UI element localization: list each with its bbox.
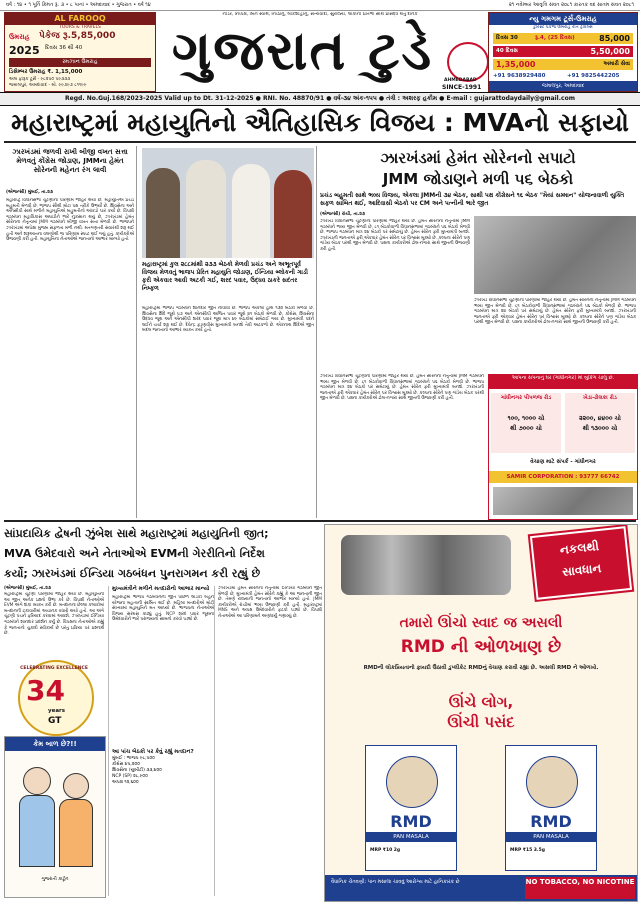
left-story-headline: ઝારખંડમાં જળવી રાખી બીજી વખત સત્તા મેળવતું કોંગ્રેસ જોડાણ, JMMના હેમંત સોરેનની મહેનત રંગ લાવી [12, 148, 128, 174]
gandhinagar-right-head: ખેડા-ઢોલકા રોડ [583, 395, 617, 401]
rmd-pack-1-brand: RMD [390, 812, 432, 831]
left-story-body: મહારાષ્ટ્ર વિધાનસભા ચૂંટણીના પરિણામ જાહેર થયા છે. મહાયુતિએ પ્રચંડ બહુમતી મેળવી છે. ભાજપ સૌથી મોટા પક્ષ તરીકે ઉભર્યો છે. શિવસેના અને એનસીપી સાથે મળીને મહાયુતિએ બહુમતીનો આંકડો પાર કર્યો છે. વિપક્ષી ગઠબંધન મહાવિકાસ અઘાડીને ભારે નુકસાન થયું છે. ઝારખંડમાં હેમંત સોરેનના નેતૃત્વમાં JMM ગઠબંધને બીજી વખત સત્તા મેળવી છે. ભાજપને ઝારખંડમાં અપેક્ષા મુજબ સફળતા મળી નથી. મતગણતરી સવારથી શરૂ થઈ હતી અને શરૂઆતના વલણોથી જ પરિણામ સ્પષ્ટ થઈ ગયું હતું. કાર્યકરોએ ઉજવણી કરી હતી. મહાયુતિના નેતાઓએ જનતાનો આભાર માન્યો હતો. [6, 198, 134, 243]
gandhinagar-left-price2: થી ૭૦૦૦ ચો [510, 425, 542, 432]
right-story-deck: પ્રચંડ બહુમતી સાથે ભવ્ય વિજય, એકલા JMMની ૩૪ બેઠક, સાથી પક્ષ કોંગ્રેસને ૧૬ બેઠક "મૈયાં સમ્માન" યોજનાવાળી યુક્તિ સફળ સાબિત થઈ, આદિવાસી બેઠકો પર CM અને પત્નીની ભારે જીત [320, 192, 625, 207]
badge-number: 34 [26, 674, 65, 707]
ad-right-address: જમાલપુર, અમદાવાદ [489, 81, 637, 91]
ad-umrah-2: પેકેજ રૂ.5,85,000 [39, 31, 116, 41]
ad-right-contact: +91 9638929480 [493, 73, 546, 79]
ad-right-row3 [493, 59, 633, 70]
cartoon-caption: ગુજરાતી કાર્ટૂન [41, 877, 69, 882]
rmd-pack-2-mrp: MRP ₹15 3.5g [510, 848, 545, 853]
headline-rule [4, 141, 636, 143]
rmd-pack-2-sub: PAN MASALA [506, 832, 596, 842]
right-story [320, 146, 636, 372]
gandhinagar-left-box [491, 393, 561, 453]
ad-year: 2025 [9, 44, 40, 57]
rmd-pack-2 [505, 745, 597, 871]
ad-right-p2-price: 5,50,000 [590, 47, 630, 56]
gandhinagar-right-price: ૨૨૦૦, ૪૪૦૦ ચો [579, 415, 621, 422]
second-headline [4, 524, 324, 584]
right-story-continued: ઝારખંડ વિધાનસભા ચૂંટણીના પરિણામો જાહેર થયા છે. હેમંત સોરેનના નેતૃત્વમાં JMM ગઠબંધને ભવ્ય જીત મેળવી છે. ૮૧ બેઠકોવાળી વિધાનસભામાં ગઠબંધને ૫૬ બેઠકો મેળવી છે. ભાજપ ગઠબંધન માત્ર ૨૪ બેઠકો પર સમેટાયું છે. હેમંત સોરેન ફરી મુખ્યમંત્રી બનશે. ઝારખંડની જનતાએ ફરી એકવાર હેમંત સોરેન પર વિશ્વાસ મૂક્યો છે. કલ્પના સોરેને પણ ગાંડેય બેઠક પરથી જીત મેળવી છે. પક્ષના કાર્યકરોએ ઢોલ-નગારા સાથે જીતની ઉજવણી કરી હતી. [320, 374, 484, 402]
gandhinagar-photo [493, 487, 633, 515]
lower-col-2-subhead: મુખ્યમંત્રીને મળીને મતદારોનો આભાર માન્યો [112, 586, 210, 592]
gandhinagar-right-box [565, 393, 635, 453]
ad-right-p3-label: 1,35,000 [496, 60, 536, 69]
photo-person-2 [186, 160, 226, 258]
result-row-1: મુંબઈ : ભાજપ ૯૮,૫૦૦ [112, 756, 155, 761]
ad-right-p2-label: 40 દિવસ [496, 48, 518, 54]
rmd-handcuffs [341, 535, 511, 595]
cartoon-title: કેમ બાળ છે?!! [5, 737, 105, 751]
right-story-headline-2: JMM જોડાણને મળી ૫૬ બેઠકો [382, 170, 574, 188]
rmd-footer [325, 875, 637, 901]
rmd-disclaimer: RMDની લોકપ્રિયતાનો ફાયદો ઉઠાવી ડુપ્લીકેટ RMDનું વેચાણ કરાવી રહ્યા છે. અસલી RMD ને ઓળખો. [363, 665, 599, 671]
lower-col-1-dateline: (એજન્સી) મુંબઈ, તા.૨૩ [4, 586, 51, 591]
rmd-pack-1-portrait [386, 756, 438, 808]
lower-col-1 [4, 586, 104, 656]
anniversary-badge [8, 660, 100, 732]
ad-right-contact2: +91 9825442205 [567, 73, 620, 79]
gamgam-ad [488, 12, 638, 92]
right-story-dateline: (એજન્સી) રાંચી, તા.૨૩ [320, 212, 365, 217]
ad-right-row1 [493, 33, 633, 44]
second-headline-3: કર્યો; ઝારખંડમાં ઈન્ડિયા ગઠબંધન પુનરાગમન કરી રહ્યું છે [4, 567, 261, 580]
rmd-stamp-1: નકલથી [559, 539, 600, 558]
right-story-photo [474, 216, 636, 294]
rmd-slogan-1: ઊંચે લોગ, [448, 693, 514, 711]
lower-col-1-body: મહારાષ્ટ્રમાં ચૂંટણી પરિણામો જાહેર થયા છે. મહાયુતિની આ જીત અનેક પ્રશ્નો ઉભા કરે છે. વિપક્ષી નેતાઓએ EVM અંગે શંકા વ્યક્ત કરી છે. મતદાનના છેલ્લા કલાકોમાં મતદાનની ટકાવારીમાં અચાનક વધારો થયો હતો. આ અંગે ચૂંટણી પંચને ફરિયાદ કરવામાં આવશે. ઝારખંડમાં ઈન્ડિયા ગઠબંધને શાનદાર પ્રદર્શન કર્યું છે. વિપક્ષના નેતાઓએ કહ્યું કે જનતાનો ચુકાદો સ્વીકાર્ય છે પરંતુ પ્રક્રિયા પર પ્રશ્નાર્થ છે. [4, 592, 104, 637]
center-body: મહારાષ્ટ્રમાં ભાજપ ગઠબંધને શાનદાર જીત નોંધાવી છે. ભાજપે એકલા હાથે ૧૩૨ બેઠકો મેળવી છે. શિવસેના શિંદે જૂથે ૫૭ અને એનસીપી અજિત પવાર જૂથે ૪૧ બેઠકો મેળવી છે. કોંગ્રેસ, શિવસેના ઉદ્ધવ જૂથ અને એનસીપી શરદ પવાર જૂથ માત્ર ૪૯ બેઠકોમાં સમેટાઈ ગયા છે. મુખ્યમંત્રી પદને લઈને ચર્ચા શરૂ થઈ છે. દેવેન્દ્ર ફડણવીસ મુખ્યમંત્રી બનશે તેવી અટકળો છે. એકનાથ શિંદેએ જીત બદલ જનતાનો આભાર વ્યક્ત કર્યો હતો. [142, 306, 314, 334]
main-headline: મહારાષ્ટ્રમાં મહાયુતિનો ઐતિહાસિક વિજય : MVAનો સફાયો [11, 108, 629, 137]
center-story [140, 146, 317, 518]
cartoon-body-2 [59, 799, 93, 867]
badge-years: years [48, 708, 66, 714]
left-story-dateline: (એજન્સી) મુંબઈ, તા.૨૩ [6, 190, 53, 195]
ad-right-row2 [493, 46, 633, 57]
registration-line: Regd. No.Guj.168/2023-2025 Valid up to Dt. 31-12-2025 ● RNI. No. 48870/91 ● વર્ષ-૩૪ અંક-૧૫૫ ● તંત્રી : અશરફ હકીમ ● E-mail : gujarattodaydaily@gmail.com [0, 92, 640, 106]
center-photo [142, 148, 314, 258]
badge-logo: GT [48, 716, 62, 726]
lower-col-2 [108, 586, 214, 896]
ad-right-sub: ટુરિસ્ટ પેકેજ ઉમરાહ રીતે ટ્રાવેલ્સ [533, 25, 593, 30]
ad-dec: ડિસેમ્બર ઉમરાહ ₹. 1,15,000 [9, 69, 83, 75]
ad-brand: AL FAROOQ [5, 13, 155, 25]
cartoon [4, 736, 106, 898]
rmd-stamp-2: સાવધાન [561, 560, 602, 579]
lower-col-2-body: મહારાષ્ટ્રમાં ભાજપ ગઠબંધનની જીત પાછળ લાડકી બહેન યોજના મહત્વની સાબિત થઈ છે. મહિલા મતદારોએ મોટી સંખ્યામાં મહાયુતિને મત આપ્યો છે. ભાજપના નેતાઓએ વિજય સરઘસ કાઢ્યું હતું. NCP શરદ પવાર જૂથના ઉમેદવારોને ભારે પરાજયનો સામનો કરવો પડ્યો છે. [112, 595, 214, 623]
right-story-body-2: ઝારખંડ વિધાનસભા ચૂંટણીના પરિણામો જાહેર થયા છે. હેમંત સોરેનના નેતૃત્વમાં JMM ગઠબંધને ભવ્ય જીત મેળવી છે. ૮૧ બેઠકોવાળી વિધાનસભામાં ગઠબંધને ૫૬ બેઠકો મેળવી છે. ભાજપ ગઠબંધન માત્ર ૨૪ બેઠકો પર સમેટાયું છે. હેમંત સોરેન ફરી મુખ્યમંત્રી બનશે. ઝારખંડની જનતાએ ફરી એકવાર હેમંત સોરેન પર વિશ્વાસ મૂક્યો છે. કલ્પના સોરેને પણ ગાંડેય બેઠક પરથી જીત મેળવી છે. પક્ષના કાર્યકરોએ ઢોલ-નગારા સાથે જીતની ઉજવણી કરી હતી. [474, 298, 636, 326]
cartoon-head-2 [63, 773, 89, 799]
gandhinagar-left-price: ૧૦૦, ૧૦૦૦ ચો [507, 415, 545, 422]
result-row-3: શિવસેના (યુબીટી) ૩૩,૪૦૦ [112, 768, 162, 773]
second-headline-2: MVA ઉમેદવારો અને નેતાઓએ EVMની ગેરરીતિનો નિર્દેશ [4, 547, 265, 560]
result-row-4: NCP (SP) ૨૮,૯૦૦ [112, 774, 148, 779]
ad-umrah-3: દિવસ 36 થી 40 [45, 45, 83, 51]
masthead-tagline: નીડર, નિષ્પક્ષ, બિન સ્વાર્થ, નિષ્ઠાનું, લોકશાહીનું, સત્યવાદી, સુરાજ્ય, લોકોની પ્રતિભા સાથે પ્રસિદ્ધ થતું દૈનિક [222, 12, 418, 17]
rmd-footer-left: વૈધાનિક ચેતવણી: પાન મસાલા ચાવવું આરોગ્ય માટે હાનિકારક છે [331, 879, 460, 885]
lower-col-2-results-head: આ પાંચ બેઠકો પર કેવું રહ્યું મતદાન? [112, 749, 194, 755]
rmd-slogan-2: ઊંચી પસંદ [447, 713, 515, 731]
ad-right-title: ન્યુ ગમગમ ટૂર્સ-ઉમરાહ [489, 13, 637, 25]
lower-col-3 [214, 586, 322, 896]
top-strip-left: વર્ષ : ૧૪ • ૧ પૂર્તિ કિંમત રૂ. ૩ • ૮ પાનાં • અમદાવાદ • ગુજરાત • વર્ષ ૧૪ [6, 2, 151, 8]
rmd-stamp [530, 526, 632, 600]
top-strip [0, 0, 640, 11]
masthead-emblem [447, 42, 489, 82]
badge-top: CELEBRATING EXCELLENCE [20, 666, 88, 671]
result-row-2: કોંગ્રેસ ૪૫,૨૦૦ [112, 762, 140, 767]
rmd-ad [324, 524, 638, 902]
rmd-line-1: તમારો ઊંચો સ્વાદ જ અસલી [399, 615, 563, 631]
masthead-title: ગુજરાત ટુડે [171, 19, 434, 82]
second-headline-1: સાંપ્રદાયિક દ્વેષની ઝુંબેશ સાથે મહારાષ્ટ્રમાં મહાયુતિની જીત; [4, 527, 269, 540]
rmd-line-2: RMD ની ઓળખાણ છે [400, 637, 562, 657]
photo-person-4 [274, 170, 312, 258]
right-story-headline-1: ઝારખંડમાં હેમંત સોરેનનો સપાટો [380, 149, 576, 167]
ad-right-p1-price: 85,000 [599, 34, 630, 43]
cartoon-body-1 [19, 795, 55, 867]
ad-contact: અલ ફારૂક ટૂર્સ - ૯૮૨૫૦ ૫૯૩૩૩ [9, 77, 71, 82]
ad-brand-sub: TOURS & TRAVELS [59, 25, 101, 30]
ad-ramzan: રમઝાન ઉમરાહ [9, 58, 151, 67]
center-caption: મહારાષ્ટ્રમાં કુલ ૨૮૮માંથી ૨૩૩ બેઠકો મેળવી પ્રચંડ અને અભૂતપૂર્વ વિજય મેળવતું ભાજપ પ્રેરિત મહાયુતિ જોડાણ, ઈન્ડિયા બ્લોકની ગાડી ફરી એકવાર આવી અટકી ગઈ, શરદ પવાર, ઉદ્ધવ ઠાકરે સદંતર નિષ્ફળ [142, 261, 308, 292]
masthead-city: AHMEDABAD [444, 78, 477, 83]
rmd-pack-2-portrait [526, 756, 578, 808]
result-row-5: અપક્ષ ૧૨,૬૦૦ [112, 780, 139, 785]
rmd-pack-1 [365, 745, 457, 871]
ad-right-p1-note: રૂ.4, (25 દિવસ) [535, 35, 575, 41]
lower-col-3-body: ઝારખંડમાં હેમંત સોરેનના નેતૃત્વમાં ઈન્ડિયા ગઠબંધને જીત મેળવી છે. મુખ્યમંત્રી હેમંત સોરેને કહ્યું કે આ જનતાની જીત છે. તેમણે રાજ્યની જનતાનો આભાર માન્યો હતો. JMM કાર્યકરોએ રાંચીમાં ભવ્ય ઉજવણી કરી હતી. મહારાષ્ટ્રમાં MNS અને અપક્ષ ઉમેદવારોને ફટકો પડ્યો છે. વિપક્ષી નેતાઓએ આ પરિણામને અણધાર્યું ગણાવ્યું છે. [218, 586, 322, 619]
ad-right-p1-label: દિવસ 30 [496, 35, 518, 41]
photo-person-3 [232, 164, 270, 258]
right-story-body: ઝારખંડ વિધાનસભા ચૂંટણીના પરિણામો જાહેર થયા છે. હેમંત સોરેનના નેતૃત્વમાં JMM ગઠબંધને ભવ્ય જીત મેળવી છે. ૮૧ બેઠકોવાળી વિધાનસભામાં ગઠબંધને ૫૬ બેઠકો મેળવી છે. ભાજપ ગઠબંધન માત્ર ૨૪ બેઠકો પર સમેટાયું છે. હેમંત સોરેન ફરી મુખ્યમંત્રી બનશે. ઝારખંડની જનતાએ ફરી એકવાર હેમંત સોરેન પર વિશ્વાસ મૂક્યો છે. કલ્પના સોરેને પણ ગાંડેય બેઠક પરથી જીત મેળવી છે. પક્ષના કાર્યકરોએ ઢોલ-નગારા સાથે જીતની ઉજવણી કરી હતી. [320, 219, 470, 252]
photo-person-1 [146, 168, 180, 258]
top-strip-right: ૨૧ નવેમ્બર આવૃત્તિ સંવત ૨૦૮૧ કારતક વદ સાતમ સંવત ૨૦૮૧ [508, 2, 634, 8]
mid-rule [4, 520, 636, 522]
gandhinagar-right-price2: થી ૧૩૦૦૦ ચો [582, 425, 618, 432]
rmd-footer-warn: NO TOBACCO, NO NICOTINE [525, 877, 635, 899]
gandhinagar-left-head: ગાંધીનગર પીપળજ રોડ [500, 395, 552, 401]
cartoon-head-1 [23, 767, 51, 795]
ad-right-p3-note: અમારી સેવા [603, 61, 630, 67]
gandhinagar-ad [488, 374, 638, 520]
ad-address: જમાલપુર, અમદાવાદ - મો. ૯૯૭૯૭ ૮૧૧૯૯ [9, 83, 87, 88]
rmd-pack-2-brand: RMD [530, 812, 572, 831]
gandhinagar-title: આપના સપનાનું ઘર (ગાંધીનગર) માં બુકિંગ ચાલુ છે. [489, 375, 637, 389]
rmd-pack-1-sub: PAN MASALA [366, 832, 456, 842]
masthead-since: SINCE-1991 [442, 84, 482, 91]
gandhinagar-footer-name: SAMIR CORPORATION : 93777 66742 [489, 471, 637, 483]
ad-umrah-1: ઉમરાહ [9, 33, 30, 41]
rmd-pack-1-mrp: MRP ₹10 2g [370, 848, 401, 853]
gandhinagar-footer: વેચાણ માટે સંપર્ક - ગાંધીનગર [530, 459, 596, 465]
alfarooq-ad [4, 12, 156, 92]
left-story [4, 146, 137, 518]
